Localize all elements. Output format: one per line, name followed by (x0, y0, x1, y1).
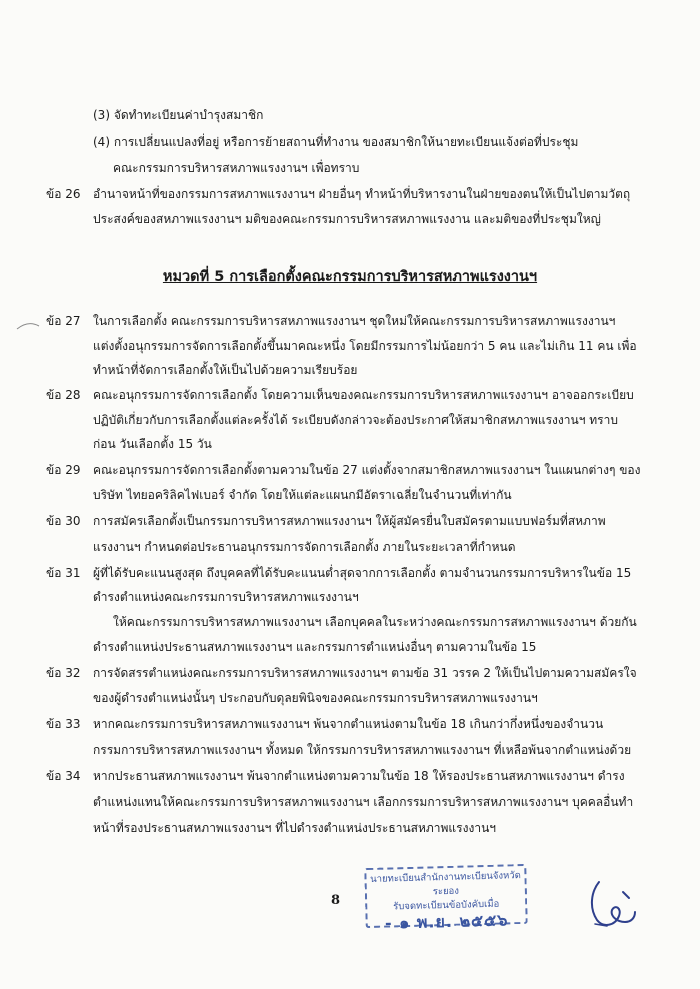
text-line: การจัดสรรตำแหน่งคณะกรรมการบริหารสหภาพแรงงานฯ ตามข้อ 31 วรรค 2 ให้เป็นไปตามความสมัครใจ (93, 666, 637, 680)
text-line: ตำแหน่งแทนให้คณะกรรมการบริหารสหภาพแรงงานฯ เลือกกรรมการบริหารสหภาพแรงงานฯ บุคคลอื่นทำ (93, 795, 634, 809)
text-line: การสมัครเลือกตั้งเป็นกรรมการบริหารสหภาพแรงงานฯ ให้ผู้สมัครยื่นใบสมัครตามแบบฟอร์มที่สหภาพ (93, 514, 606, 528)
section-number: ข้อ 30 (46, 514, 81, 528)
stamp-date: - ๑ พ.ย. ๒๕๕๖ (384, 910, 509, 933)
text-line: กรรมการบริหารสหภาพแรงงานฯ ทั้งหมด ให้กรรมการบริหารสหภาพแรงงานฯ ที่เหลือพ้นจากตำแหน่งด้วย (93, 743, 632, 757)
scan-mark (16, 320, 40, 330)
stamp-line: นายทะเบียนสำนักงานทะเบียนจังหวัดระยอง (370, 870, 521, 898)
text-line: คณะอนุกรรมการจัดการเลือกตั้ง โดยความเห็นของคณะกรรมการบริหารสหภาพแรงงานฯ อาจออกระเบียบ (93, 388, 634, 402)
registration-stamp (364, 864, 528, 933)
signature-icon (585, 878, 639, 930)
text-line: (3) จัดทำทะเบียนค่าบำรุงสมาชิก (93, 108, 264, 122)
chapter-heading: หมวดที่ 5 การเลือกตั้งคณะกรรมการบริหารสหภาพแรงงานฯ (162, 269, 538, 285)
text-line: คณะอนุกรรมการจัดการเลือกตั้งตามความในข้อ 27 แต่งตั้งจากสมาชิกสหภาพแรงงานฯ ในแผนกต่างๆ ของ (93, 463, 641, 477)
section-number: ข้อ 31 (46, 566, 81, 580)
section-number: ข้อ 27 (46, 314, 81, 328)
text-line: ก่อน วันเลือกตั้ง 15 วัน (93, 437, 212, 451)
text-line: หน้าที่รองประธานสหภาพแรงงานฯ ที่ไปดำรงตำแหน่งประธานสหภาพแรงงานฯ (93, 821, 497, 835)
text-line: ดำรงตำแหน่งประธานสหภาพแรงงานฯ และกรรมการตำแหน่งอื่นๆ ตามความในข้อ 15 (93, 640, 537, 654)
text-line: ในการเลือกตั้ง คณะกรรมการบริหารสหภาพแรงงานฯ ชุดใหม่ให้คณะกรรมการบริหารสหภาพแรงงานฯ (93, 314, 616, 328)
text-line: ของผู้ดำรงตำแหน่งนั้นๆ ประกอบกับดุลยพินิจของคณะกรรมการบริหารสหภาพแรงงานฯ (93, 691, 538, 705)
text-line: อำนาจหน้าที่ของกรรมการสหภาพแรงงานฯ ฝ่ายอื่นๆ ทำหน้าที่บริหารงานในฝ่ายของตนให้เป็นไปตามวัตถุ (93, 187, 631, 201)
page-number: 8 (331, 893, 341, 908)
stamp-line: รับจดทะเบียนข้อบังคับเมื่อ (393, 898, 500, 913)
section-number: ข้อ 32 (46, 666, 81, 680)
text-line: ประสงค์ของสหภาพแรงงานฯ มติของคณะกรรมการบริหารสหภาพแรงงาน และมติของที่ประชุมใหญ่ (93, 212, 601, 226)
section-number: ข้อ 29 (46, 463, 81, 477)
text-line: แต่งตั้งอนุกรรมการจัดการเลือกตั้งขึ้นมาคณะหนึ่ง โดยมีกรรมการไม่น้อยกว่า 5 คน และไม่เกิน 11 คน เพื่อ (93, 339, 637, 353)
text-line: หากคณะกรรมการบริหารสหภาพแรงงานฯ พ้นจากตำแหน่งตามในข้อ 18 เกินกว่ากึ่งหนึ่งของจำนวน (93, 717, 604, 731)
text-line: ปฏิบัติเกี่ยวกับการเลือกตั้งแต่ละครั้งได้ ระเบียบดังกล่าวจะต้องประกาศให้สมาชิกสหภาพแรงงานฯ ทราบ (93, 413, 618, 427)
section-number: ข้อ 34 (46, 769, 81, 783)
text-line: บริษัท ไทยอคริลิคไฟเบอร์ จำกัด โดยให้แต่ละแผนกมีอัตราเฉลี่ยในจำนวนที่เท่ากัน (93, 488, 512, 502)
section-number: ข้อ 26 (46, 187, 81, 201)
text-line: ดำรงตำแหน่งคณะกรรมการบริหารสหภาพแรงงานฯ (93, 590, 359, 604)
section-number: ข้อ 33 (46, 717, 81, 731)
text-line: ทำหน้าที่จัดการเลือกตั้งให้เป็นไปด้วยความเรียบร้อย (93, 363, 358, 377)
text-line: ให้คณะกรรมการบริหารสหภาพแรงงานฯ เลือกบุคคลในระหว่างคณะกรรมการสหภาพแรงงานฯ ด้วยกัน (113, 615, 637, 629)
text-line: คณะกรรมการบริหารสหภาพแรงงานฯ เพื่อทราบ (113, 161, 360, 175)
text-line: หากประธานสหภาพแรงงานฯ พ้นจากตำแหน่งตามความในข้อ 18 ให้รองประธานสหภาพแรงงานฯ ดำรง (93, 769, 625, 783)
text-line: แรงงานฯ กำหนดต่อประธานอนุกรรมการจัดการเลือกตั้ง ภายในระยะเวลาที่กำหนด (93, 540, 516, 554)
section-number: ข้อ 28 (46, 388, 81, 402)
text-line: ผู้ที่ได้รับคะแนนสูงสุด ถึงบุคคลที่ได้รับคะแนนต่ำสุดจากการเลือกตั้ง ตามจำนวนกรรมการบริหารในข้อ 15 (93, 566, 632, 580)
text-line: (4) การเปลี่ยนแปลงที่อยู่ หรือการย้ายสถานที่ทำงาน ของสมาชิกให้นายทะเบียนแจ้งต่อที่ประชุม (93, 135, 579, 149)
